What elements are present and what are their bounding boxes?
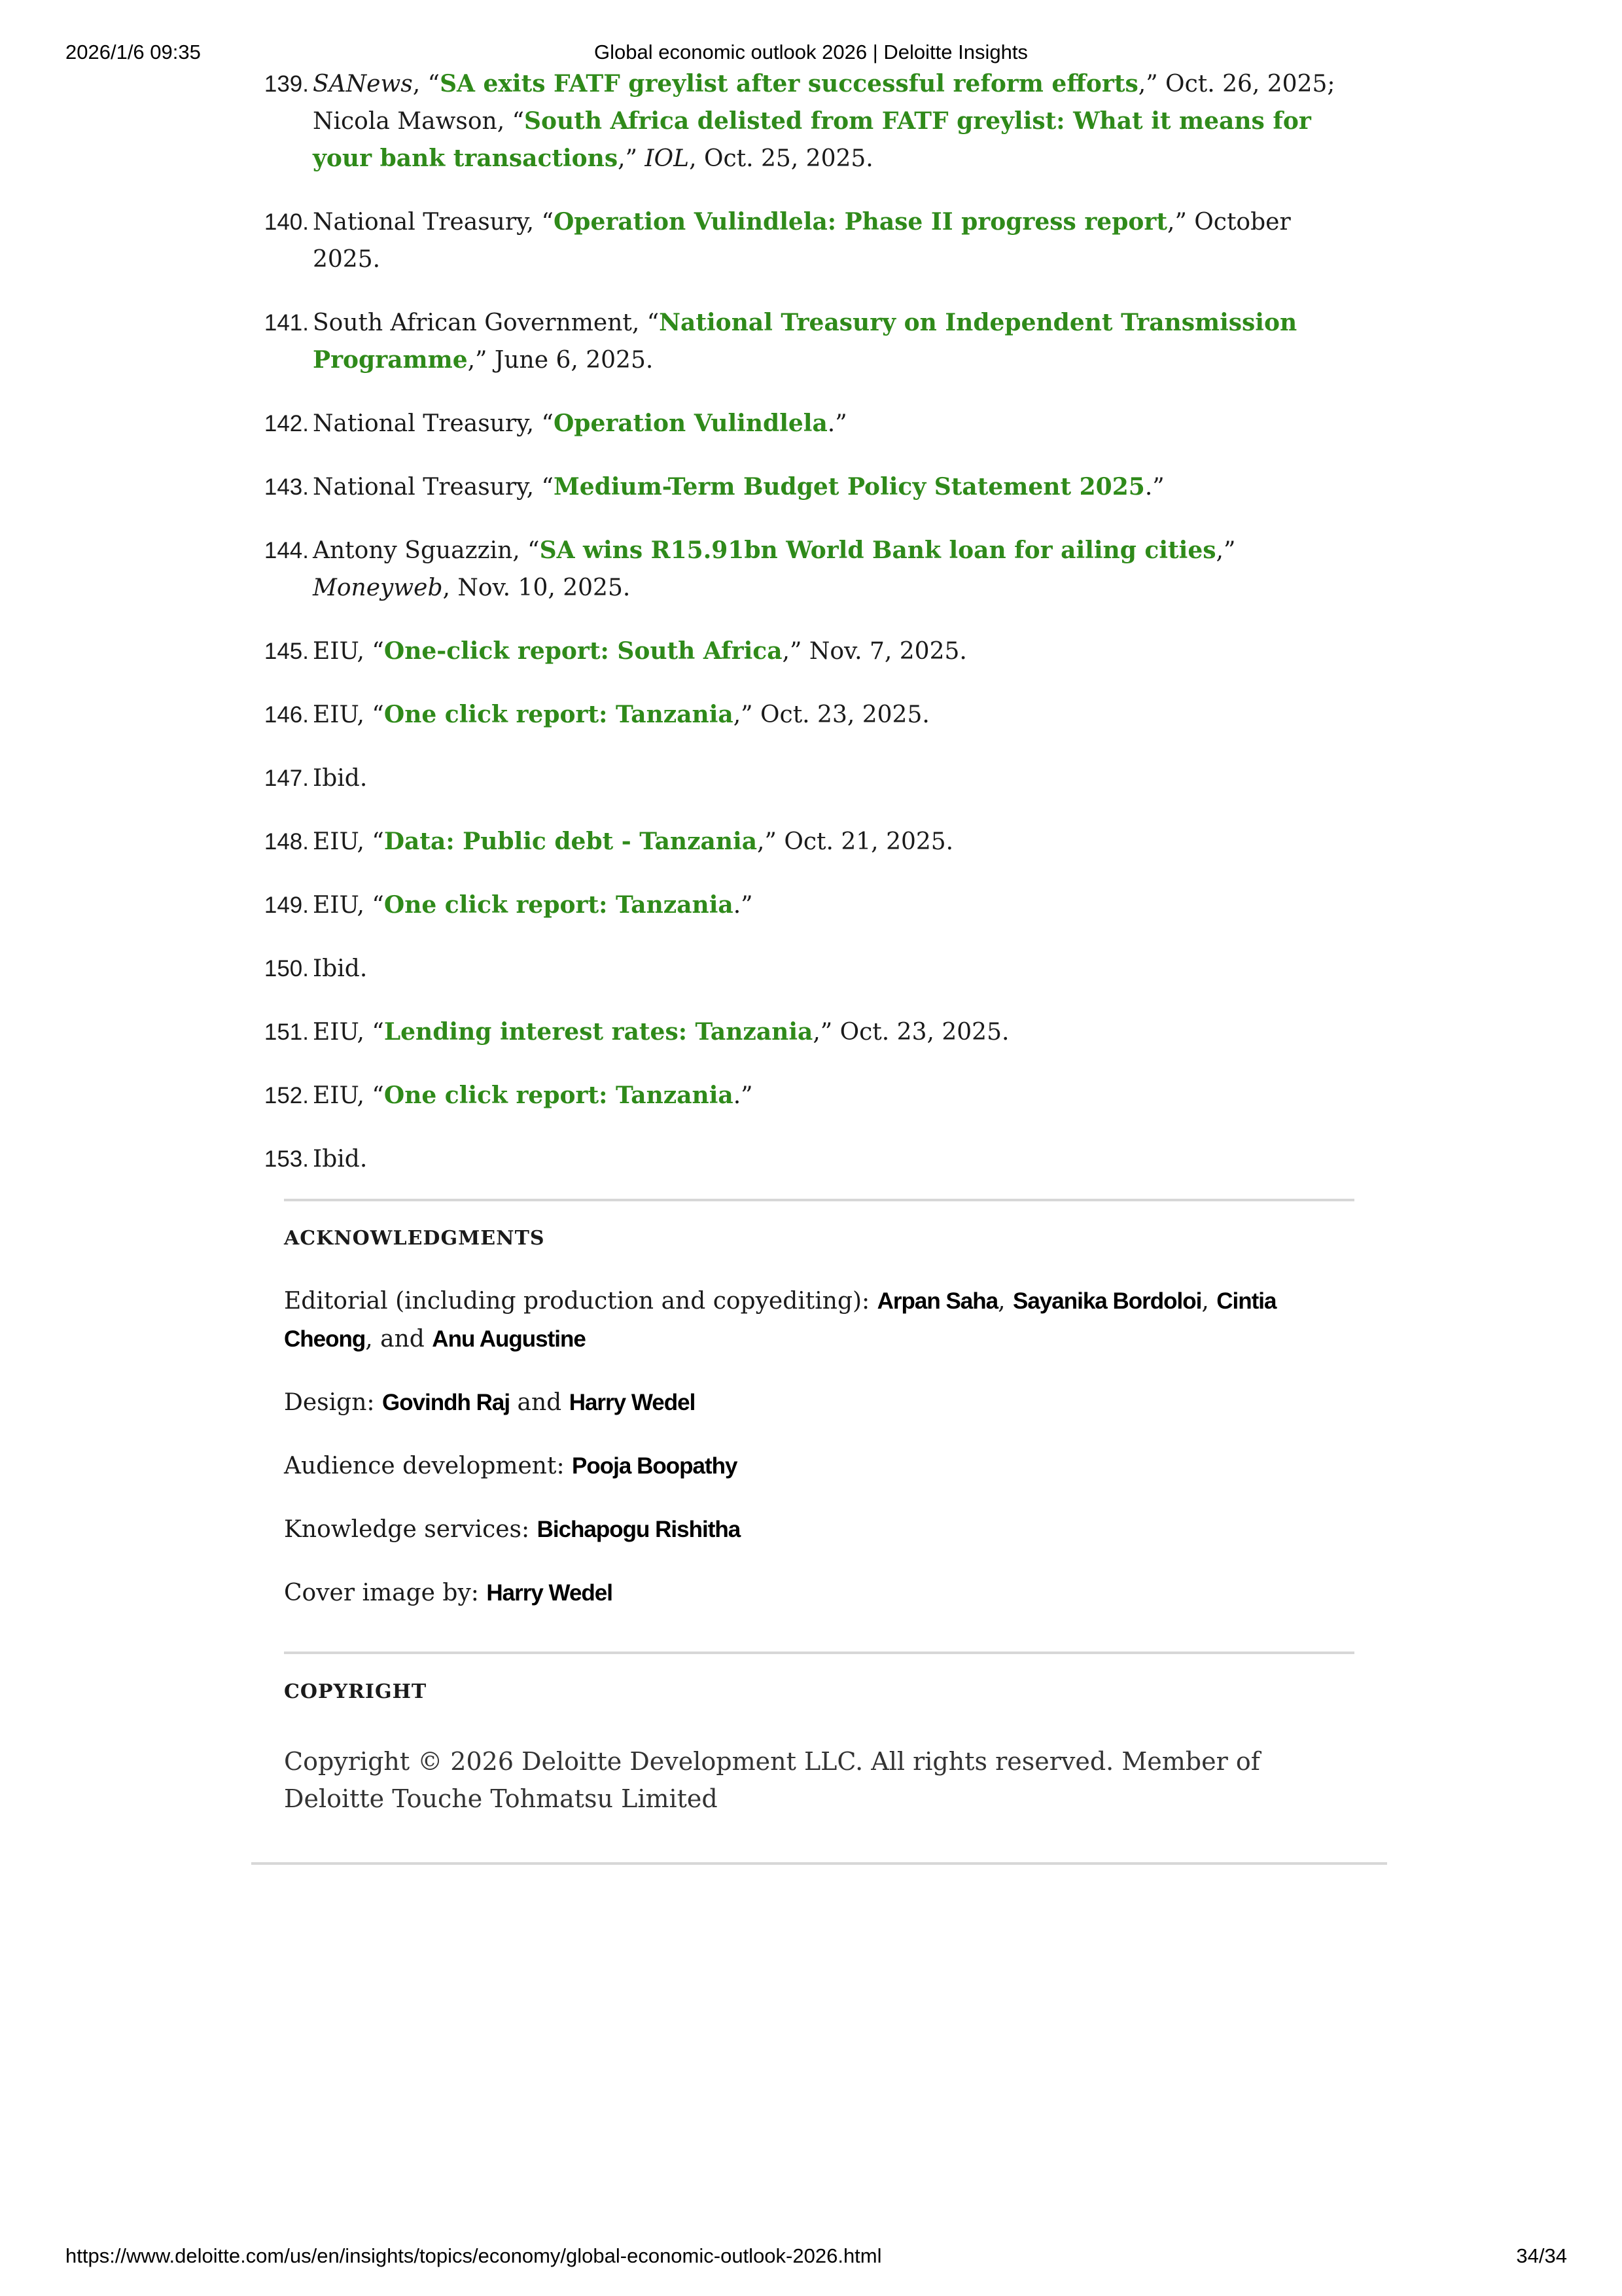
person-name[interactable]: Sayanika Bordoloi: [1013, 1288, 1202, 1314]
endnote-source-link[interactable]: One click report: Tanzania: [383, 891, 733, 919]
endnote-text: Ibid.: [313, 1146, 368, 1173]
endnote-source-link[interactable]: SA wins R15.91bn World Bank loan for ailing cities: [539, 537, 1216, 564]
endnote-item: [0, 1077, 1347, 1114]
endnote-number: 141.: [264, 310, 309, 336]
acknowledgments-label: ACKNOWLEDGMENTS: [284, 1227, 545, 1250]
ack-audience: Audience development: Pooja Boopathy: [284, 1453, 737, 1479]
endnote-source-link[interactable]: One click report: Tanzania: [383, 1082, 733, 1109]
endnote-text: National Treasury, “: [313, 209, 554, 236]
print-datetime: 2026/1/6 09:35: [65, 41, 201, 63]
endnote-source-link[interactable]: One click report: Tanzania: [383, 701, 733, 728]
endnote-text: ,”: [618, 145, 645, 172]
endnote-text: .”: [1144, 474, 1165, 501]
endnote-text: ,” Oct. 23, 2025.: [733, 701, 930, 728]
endnote-text: .”: [733, 892, 753, 919]
endnote-text: National Treasury, “: [313, 410, 554, 437]
endnote-item: [0, 696, 1347, 733]
copyright-text: Copyright © 2026 Deloitte Development LLC. All rights reserved. Member of Deloitte Touche Tohmatsu Limited: [284, 1747, 1260, 1813]
publication-name: IOL: [644, 145, 690, 172]
acknowledgments-section: [284, 1282, 1331, 1638]
endnote-text: ,” Oct. 26, 2025; Nicola Mawson, “: [313, 71, 1335, 135]
endnote-item: [0, 950, 1347, 987]
endnote-item: [0, 1014, 1347, 1051]
endnote-number: 152.: [264, 1083, 309, 1108]
endnote-item: [0, 823, 1347, 860]
endnote-text: Ibid.: [313, 765, 368, 792]
endnote-item: [0, 887, 1347, 924]
endnote-text: , “: [412, 71, 440, 97]
person-name[interactable]: Govindh Raj: [381, 1390, 510, 1415]
acknowledgments-divider: [284, 1199, 1354, 1201]
endnote-text: National Treasury, “: [313, 474, 554, 501]
article-end-divider: [251, 1862, 1387, 1865]
endnote-source-link[interactable]: Operation Vulindlela: Phase II progress report: [553, 208, 1167, 236]
endnote-item: [0, 203, 1347, 278]
ack-knowledge: Knowledge services: Bichapogu Rishitha: [284, 1516, 741, 1543]
copyright-divider: [284, 1651, 1354, 1654]
endnote-text: ,” Oct. 21, 2025.: [757, 828, 954, 855]
endnote-text: , Nov. 10, 2025.: [442, 574, 631, 601]
endnote-text: .”: [827, 410, 847, 437]
endnote-text: EIU, “: [313, 828, 384, 855]
endnote-number: 145.: [264, 639, 309, 664]
endnote-source-link[interactable]: Data: Public debt - Tanzania: [383, 828, 758, 855]
endnote-text: Ibid.: [313, 955, 368, 982]
endnote-source-link[interactable]: Medium-Term Budget Policy Statement 2025: [553, 473, 1145, 501]
endnote-number: 144.: [264, 538, 309, 563]
endnote-item: [0, 532, 1347, 607]
person-name[interactable]: Pooja Boopathy: [572, 1453, 737, 1479]
endnote-number: 150.: [264, 956, 309, 981]
ack-design: Design: Govindh Raj and Harry Wedel: [284, 1389, 696, 1416]
endnotes-list: [0, 65, 1347, 1204]
endnote-number: 140.: [264, 209, 309, 235]
endnote-source-link[interactable]: Lending interest rates: Tanzania: [383, 1018, 813, 1046]
print-page-number: 34/34: [1516, 2244, 1567, 2267]
print-page-title: Global economic outlook 2026 | Deloitte Insights: [594, 41, 1028, 63]
endnote-text: EIU, “: [313, 701, 384, 728]
endnote-source-link[interactable]: SA exits FATF greylist after successful reform efforts: [440, 70, 1138, 97]
print-url: https://www.deloitte.com/us/en/insights/topics/economy/global-economic-outlook-2026.html: [65, 2244, 882, 2267]
person-name[interactable]: Arpan Saha: [877, 1288, 998, 1314]
person-name[interactable]: Bichapogu Rishitha: [537, 1517, 741, 1542]
ack-editorial: Editorial (including production and copyediting): Arpan Saha, Sayanika Bordoloi, Cintia Cheong, and Anu Augustine: [284, 1288, 1277, 1352]
endnote-number: 153.: [264, 1146, 309, 1172]
endnote-number: 146.: [264, 702, 309, 728]
endnote-text: EIU, “: [313, 892, 384, 919]
endnote-source-link[interactable]: One-click report: South Africa: [383, 637, 783, 665]
copyright-label: COPYRIGHT: [284, 1680, 427, 1703]
publication-name: Moneyweb: [313, 574, 443, 601]
endnote-item: [0, 760, 1347, 797]
publication-name: SANews: [313, 71, 413, 97]
endnote-item: [0, 65, 1347, 177]
endnote-text: ,” Oct. 23, 2025.: [813, 1019, 1010, 1046]
person-name[interactable]: Harry Wedel: [569, 1390, 696, 1415]
endnote-text: ,” Nov. 7, 2025.: [782, 638, 967, 665]
endnote-text: ,” June 6, 2025.: [467, 347, 654, 374]
ack-cover: Cover image by: Harry Wedel: [284, 1580, 612, 1606]
endnote-item: [0, 304, 1347, 379]
person-name[interactable]: Harry Wedel: [486, 1580, 612, 1606]
endnote-source-link[interactable]: National Treasury on Independent Transmission Programme: [313, 309, 1297, 374]
endnote-number: 149.: [264, 892, 309, 918]
endnote-text: South African Government, “: [313, 309, 660, 336]
person-name[interactable]: Anu Augustine: [432, 1326, 586, 1352]
endnote-item: [0, 633, 1347, 670]
endnote-item: [0, 1140, 1347, 1178]
endnote-text: EIU, “: [313, 1082, 384, 1109]
endnote-number: 143.: [264, 474, 309, 500]
endnote-number: 148.: [264, 829, 309, 855]
endnote-text: .”: [733, 1082, 753, 1109]
endnote-text: Antony Sguazzin, “: [313, 537, 540, 564]
endnote-text: ,” October 2025.: [313, 209, 1291, 273]
endnote-source-link[interactable]: South Africa delisted from FATF greylist: What it means for your bank transactions: [313, 107, 1311, 172]
person-name[interactable]: Cintia Cheong: [284, 1288, 1277, 1352]
endnote-text: ,”: [1216, 537, 1236, 564]
endnote-number: 142.: [264, 411, 309, 436]
endnote-text: EIU, “: [313, 1019, 384, 1046]
endnote-text: , Oct. 25, 2025.: [689, 145, 873, 172]
endnote-item: [0, 468, 1347, 506]
endnote-item: [0, 405, 1347, 442]
endnote-number: 151.: [264, 1019, 309, 1045]
endnote-text: EIU, “: [313, 638, 384, 665]
endnote-number: 139.: [264, 71, 309, 97]
endnote-source-link[interactable]: Operation Vulindlela: [553, 410, 828, 437]
endnote-number: 147.: [264, 766, 309, 791]
